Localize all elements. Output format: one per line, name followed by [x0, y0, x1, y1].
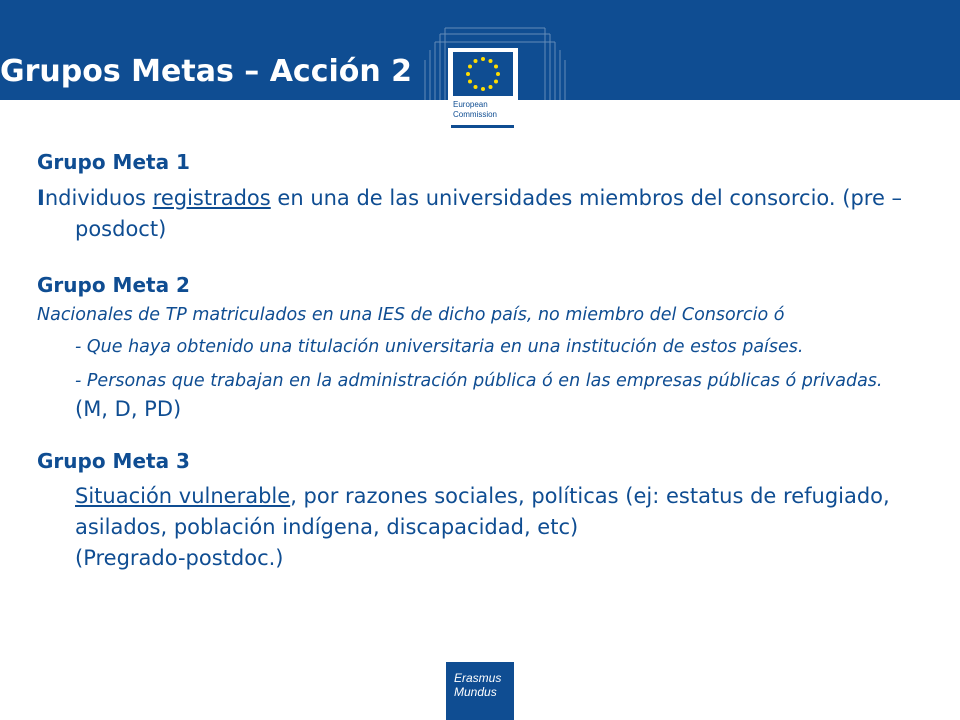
- group-1-underlined: registrados: [152, 186, 271, 210]
- group-3-text: [37, 481, 917, 574]
- group-3-text-a: , por razones sociales, políticas (ej: estatus de refugiado, asilados, población indígena, discapacidad, etc): [75, 484, 890, 539]
- group-1-text-a: ndividuos: [44, 186, 153, 210]
- group-2-line-3-suffix: (M, D, PD): [75, 397, 182, 421]
- group-1-first-letter: I: [37, 186, 45, 210]
- group-3-heading: Grupo Meta 3: [37, 449, 190, 473]
- group-2-line-3-text: - Personas que trabajan en la administración pública ó en las empresas públicas ó privadas.: [75, 371, 883, 391]
- erasmus-mundus-logo: [446, 662, 514, 720]
- group-2-line-2: - Que haya obtenido una titulación universitaria en una institución de estos países.: [75, 337, 804, 357]
- erasmus-mundus-label: [454, 671, 501, 699]
- group-3-underlined: Situación vulnerable: [75, 484, 291, 508]
- european-commission-label: [453, 100, 497, 120]
- group-2-line-1: Nacionales de TP matriculados en una IES de dicho país, no miembro del Consorcio ó: [37, 305, 785, 325]
- slide-title: Grupos Metas – Acción 2: [0, 54, 413, 89]
- content-area: [37, 148, 917, 574]
- group-1-text-b: en una de las universidades miembros del consorcio. (pre –posdoct): [75, 186, 903, 241]
- logo-line-1: European: [453, 100, 488, 109]
- erasmus-line-2: Mundus: [454, 685, 497, 699]
- group-1-heading: Grupo Meta 1: [37, 150, 190, 174]
- logo-line-2: Commission: [453, 110, 498, 119]
- logo-underline: [451, 125, 514, 128]
- group-1-text: [37, 183, 917, 245]
- group-2-heading: Grupo Meta 2: [37, 273, 190, 297]
- group-3-text-b: (Pregrado-postdoc.): [75, 546, 284, 570]
- group-2-line-3: [37, 367, 917, 425]
- erasmus-line-1: Erasmus: [454, 671, 502, 685]
